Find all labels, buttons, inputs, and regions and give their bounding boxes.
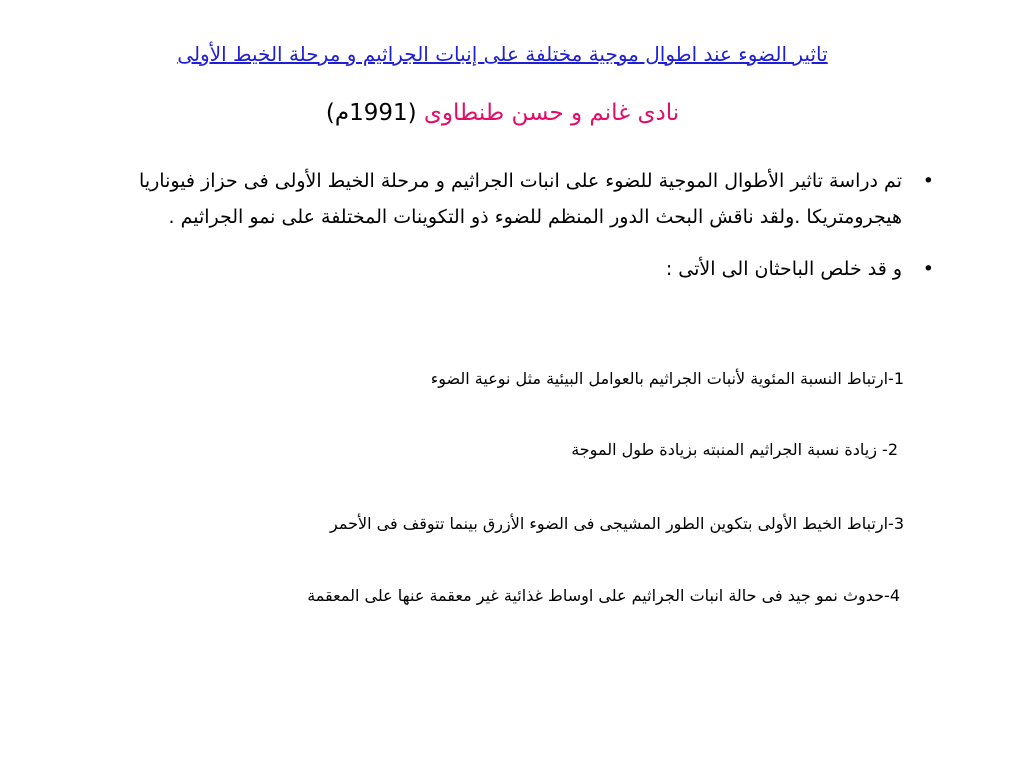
finding-4: 4-حدوث نمو جيد فى حالة انبات الجراثيم على اوساط غذائية غير معقمة عنها على المعقمة	[307, 586, 900, 605]
finding-1: 1-ارتباط النسبة المئوية لأنبات الجراثيم بالعوامل البيئية مثل نوعية الضوء	[430, 369, 904, 388]
bullet-text: و قد خلص الباحثان الى الأتى :	[665, 258, 902, 280]
authors-line	[60, 97, 945, 129]
bullet-icon	[923, 251, 934, 287]
bullet-item	[134, 251, 934, 287]
bullet-text: تم دراسة تاثير الأطوال الموجية للضوء على انبات الجراثيم و مرحلة الخيط الأولى فى حزاز فيوناريا هيجرومتريكا .ولقد ناقش البحث الدور المنظم للضوء ذو التكوينات المختلفة على نمو الجراثيم .	[139, 170, 902, 228]
bullet-icon	[923, 163, 934, 199]
bullet-list	[134, 163, 934, 287]
slide-title	[60, 40, 945, 68]
author-names: نادى غانم و حسن طنطاوى	[423, 100, 680, 126]
bullet-item	[134, 163, 934, 235]
finding-3: 3-ارتباط الخيط الأولى بتكوين الطور المشيجى فى الضوء الأزرق بينما تتوقف فى الأحمر	[330, 514, 904, 533]
finding-2: 2- زيادة نسبة الجراثيم المنبته بزيادة طول الموجة	[571, 440, 898, 459]
title-link[interactable]: تاثير الضوء عند اطوال موجية مختلفة على إنبات الجراثيم و مرحلة الخيط الأولى	[177, 42, 828, 66]
publication-year: (1991م)	[325, 100, 417, 126]
